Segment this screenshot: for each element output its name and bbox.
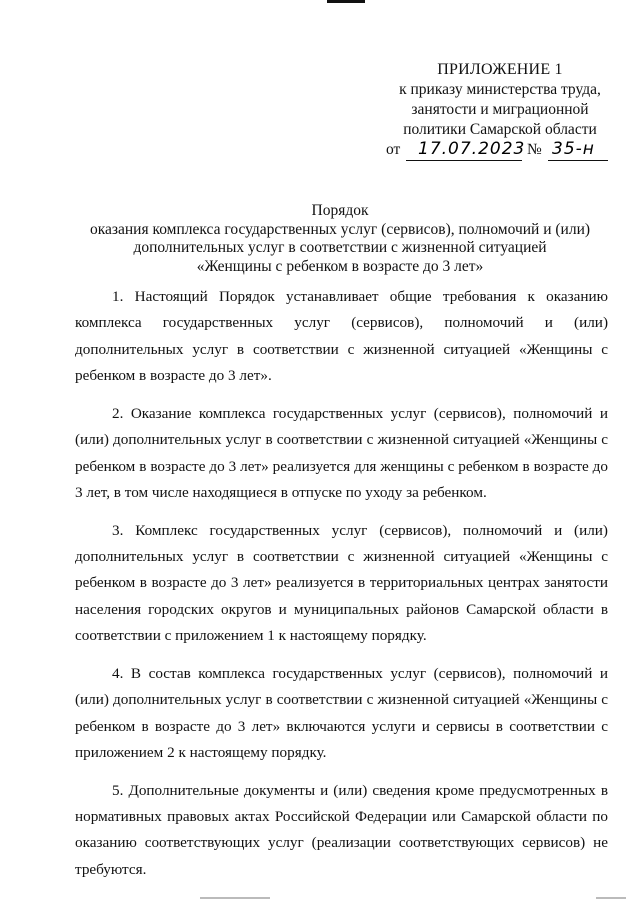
paragraph-5: 5. Дополнительные документы и (или) сведения кроме предусмотренных в нормативных правовых актах Российской Федерации или Самарской области по оказанию соответствующих услуг (реализации соответствующих сервисов) не требуются. — [75, 781, 608, 878]
footer-scan-mark — [200, 897, 270, 899]
heading-line: «Женщины с ребенком в возрасте до 3 лет» — [196, 257, 484, 275]
number-prefix: № — [527, 141, 542, 158]
handwritten-number: 35-н — [552, 139, 595, 159]
appendix-line: к приказу министерства труда, — [399, 81, 601, 98]
page-top-mark — [327, 0, 365, 3]
paragraph-2: 2. Оказание комплекса государственных услуг (сервисов), полномочий и (или) дополнительных услуг в соответствии с жизненной ситуацией «Женщины с ребенком в возрасте до 3 лет» реализуется для женщины с ребенком в возрасте до 3 лет, в том числе находящиеся в отпуске по уходу за ребенком. — [75, 404, 608, 502]
footer-scan-mark-right — [596, 897, 626, 899]
document-heading — [60, 202, 620, 276]
number-underline — [548, 160, 608, 161]
date-prefix: от — [386, 141, 401, 158]
date-underline — [406, 160, 522, 161]
order-date-number-line — [380, 141, 620, 163]
heading-title: Порядок — [311, 202, 369, 219]
handwritten-date: 17.07.2023 — [418, 139, 526, 159]
appendix-block — [380, 60, 620, 163]
paragraph-1: 1. Настоящий Порядок устанавливает общие требования к оказанию комплекса государственных услуг (сервисов), полномочий и (или) дополнительных услуг в соответствии с жизненной ситуацией «Женщины с ребенком в возрасте до 3 лет». — [75, 288, 608, 385]
paragraph-4: 4. В состав комплекса государственных услуг (сервисов), полномочий и (или) дополнительных услуг в соответствии с жизненной ситуацией «Женщины с ребенком в возрасте до 3 лет» включаются услуги и сервисы в соответствии с приложением 2 к настоящему порядку. — [75, 664, 608, 762]
paragraph-3: 3. Комплекс государственных услуг (сервисов), полномочий и (или) дополнительных услуг в соответствии с жизненной ситуацией «Женщины с ребенком в возрасте до 3 лет» реализуется в территориальных центрах занятости населения городских округов и муниципальных районов Самарской области в соответствии с приложением 1 к настоящему порядку. — [75, 521, 608, 645]
heading-line: оказания комплекса государственных услуг (сервисов), полномочий и (или) — [89, 220, 591, 238]
document-body — [75, 284, 608, 894]
appendix-line: политики Самарской области — [403, 121, 597, 138]
appendix-line: занятости и миграционной — [411, 101, 589, 118]
heading-line: дополнительных услуг в соответствии с жизненной ситуацией — [133, 239, 547, 256]
appendix-title: ПРИЛОЖЕНИЕ 1 — [437, 61, 563, 78]
